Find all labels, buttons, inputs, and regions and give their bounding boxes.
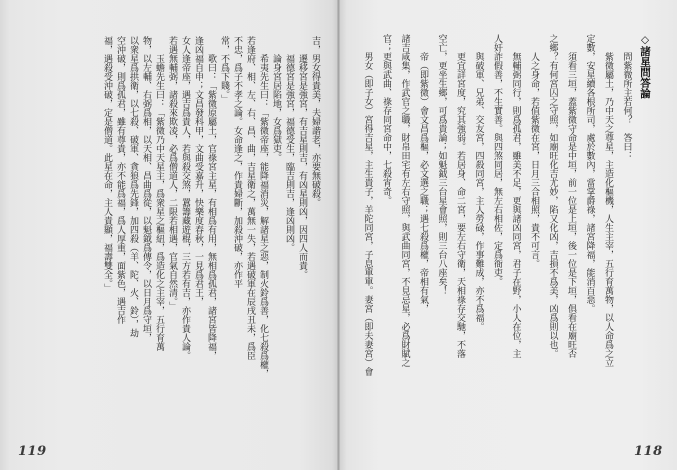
text-column: 不忠，爲子不孝之論。女命逢之，作貴婦斷，加殺沖破，亦作平: [232, 36, 242, 288]
text-column: 吉，男女得貴美，夫婦諧老，亦要無破殺。: [310, 36, 320, 207]
text-column: 紫微屬土，乃中天之尊星，主造化樞機，人生主宰，五行育萬物，以人命爲之立: [603, 52, 613, 367]
text-column: 諸吉咸集，作武官之職，財帛田宅有左右守照，與武曲同宮，不見忌星，必爲財賦之: [399, 34, 410, 367]
text-column: 歌曰：「紫微原屬土，官祿宮主星，有相爲有用，無相爲孤君，諸宮皆降福，: [206, 54, 216, 360]
text-column: 希夷先生曰：「紫微帝座，能降福消災，解諸星之惡，制火鈴爲善，化七殺爲權，: [258, 54, 268, 378]
text-column: 逢凶福自申；文昌發科甲，文曲受嘉升，快樂度春秋，一見爲君王，: [193, 36, 203, 306]
text-column: 以衆星爲拱衛，以七殺、破軍、貪狼爲先鋒，加四殺（羊、陀、火、鈴），劫: [128, 36, 138, 338]
text-column: 女人逢帝座，遇吉爲貴人，若與殺交煞，囂籌藏遊棍，三方若有吉，亦作貴人論。: [180, 36, 190, 360]
text-column: 福德宮是強宮，福德受生，臨吉則吉，逢凶則凶。: [284, 54, 294, 252]
text-column: 若逢府、相、左、右、昌、曲，吉星衛之，萬無一失，若遇破軍在辰戌丑未，爲臣: [245, 36, 255, 360]
text-column: 常，不爲下賤。」: [219, 36, 229, 104]
text-column: 帝（即紫微）會文昌爲樞，必文選之職；遇七殺爲權，帝相有氣，: [418, 52, 428, 313]
text-column: 定數，安星續各根所司，處於數內，當掌爵祿，諸宮降福，能消百惡。: [584, 34, 595, 313]
text-column: 論身宮居陷地，女爲獄吏。: [271, 54, 281, 162]
text-column: 物，以左輔、右弼爲相，以天相、昌曲爲從，以魁鉞爲傳令，以日月爲守垣，: [141, 36, 151, 342]
text-column: 人奸詐假善，不生實善。與四煞同居，無左右相佐，定爲衙吏。: [492, 34, 502, 286]
left-page-text: [100, 36, 321, 382]
section-title: ◇諸星問答論: [639, 34, 651, 99]
text-column: 與破軍、兄弟、交友宮，四殺同宮，主人勞碌，作事難成，亦不爲福。: [473, 52, 484, 331]
page-number: 118: [634, 444, 663, 459]
text-column: 福，遇殺受沖破，定是僧道。此星在命，主人貴顯，福壽雙全。」: [102, 36, 112, 293]
text-column: 遷移宮是強宮，有吉星則吉，有凶星則凶，因四人而貴。: [297, 54, 307, 279]
text-column: 空亡，更坐生鄉，可爲貴論；如魁鉞三台星會照，則三台八座矣！: [436, 34, 447, 295]
text-column: 更宜詳宮度，究其強弱。若居身、命二宮，要左右守衛，天相祿存交馳，不落: [455, 52, 465, 358]
text-column: 問紫微所主若何？ 答曰：: [621, 52, 632, 160]
book-gutter: [337, 0, 340, 470]
page-number: 119: [18, 444, 47, 459]
text-column: 玉蟾先生曰：「紫微乃中天星主，爲衆星之樞紐，爲造化之主宰，五行育萬: [154, 54, 164, 351]
text-column: 若遇無輔弼，諸殺來欺凌，必爲僧道人，二限若相遇，官氣自然清。」: [167, 36, 177, 311]
text-column: 之鄉？有何宮囚之守照，如廟旺化吉尤妙，陷又化凶，吉損不爲美，凶爲則以也。: [547, 34, 558, 358]
text-column: 空沖破，則爲孤君，雖有尊貴，亦不能爲福，爲人厚重，面紫色，遇吉作: [115, 36, 125, 324]
text-column: 官；更與武曲、祿存同宮命中，七殺宵奇。: [381, 34, 391, 205]
text-column: 無輔弼同行，則爲孤君，雖美不足，更與諸凶同宮，君子在野，小人在位，主: [510, 52, 521, 358]
text-column: 男女（即子女）宮得吉星，主生貴子，羊陀同宮，子息單單。妻宮（即夫妻宮）會: [362, 52, 373, 376]
text-column: 人之身命，若值紫微在宮，日月三合相照，貴不可言。: [529, 52, 539, 268]
right-page-text: [358, 34, 654, 380]
text-column: 須看三垣，蓋紫微守命是中垣，前一位是上垣，後一位是下垣，俱看在廟旺否: [566, 52, 576, 358]
